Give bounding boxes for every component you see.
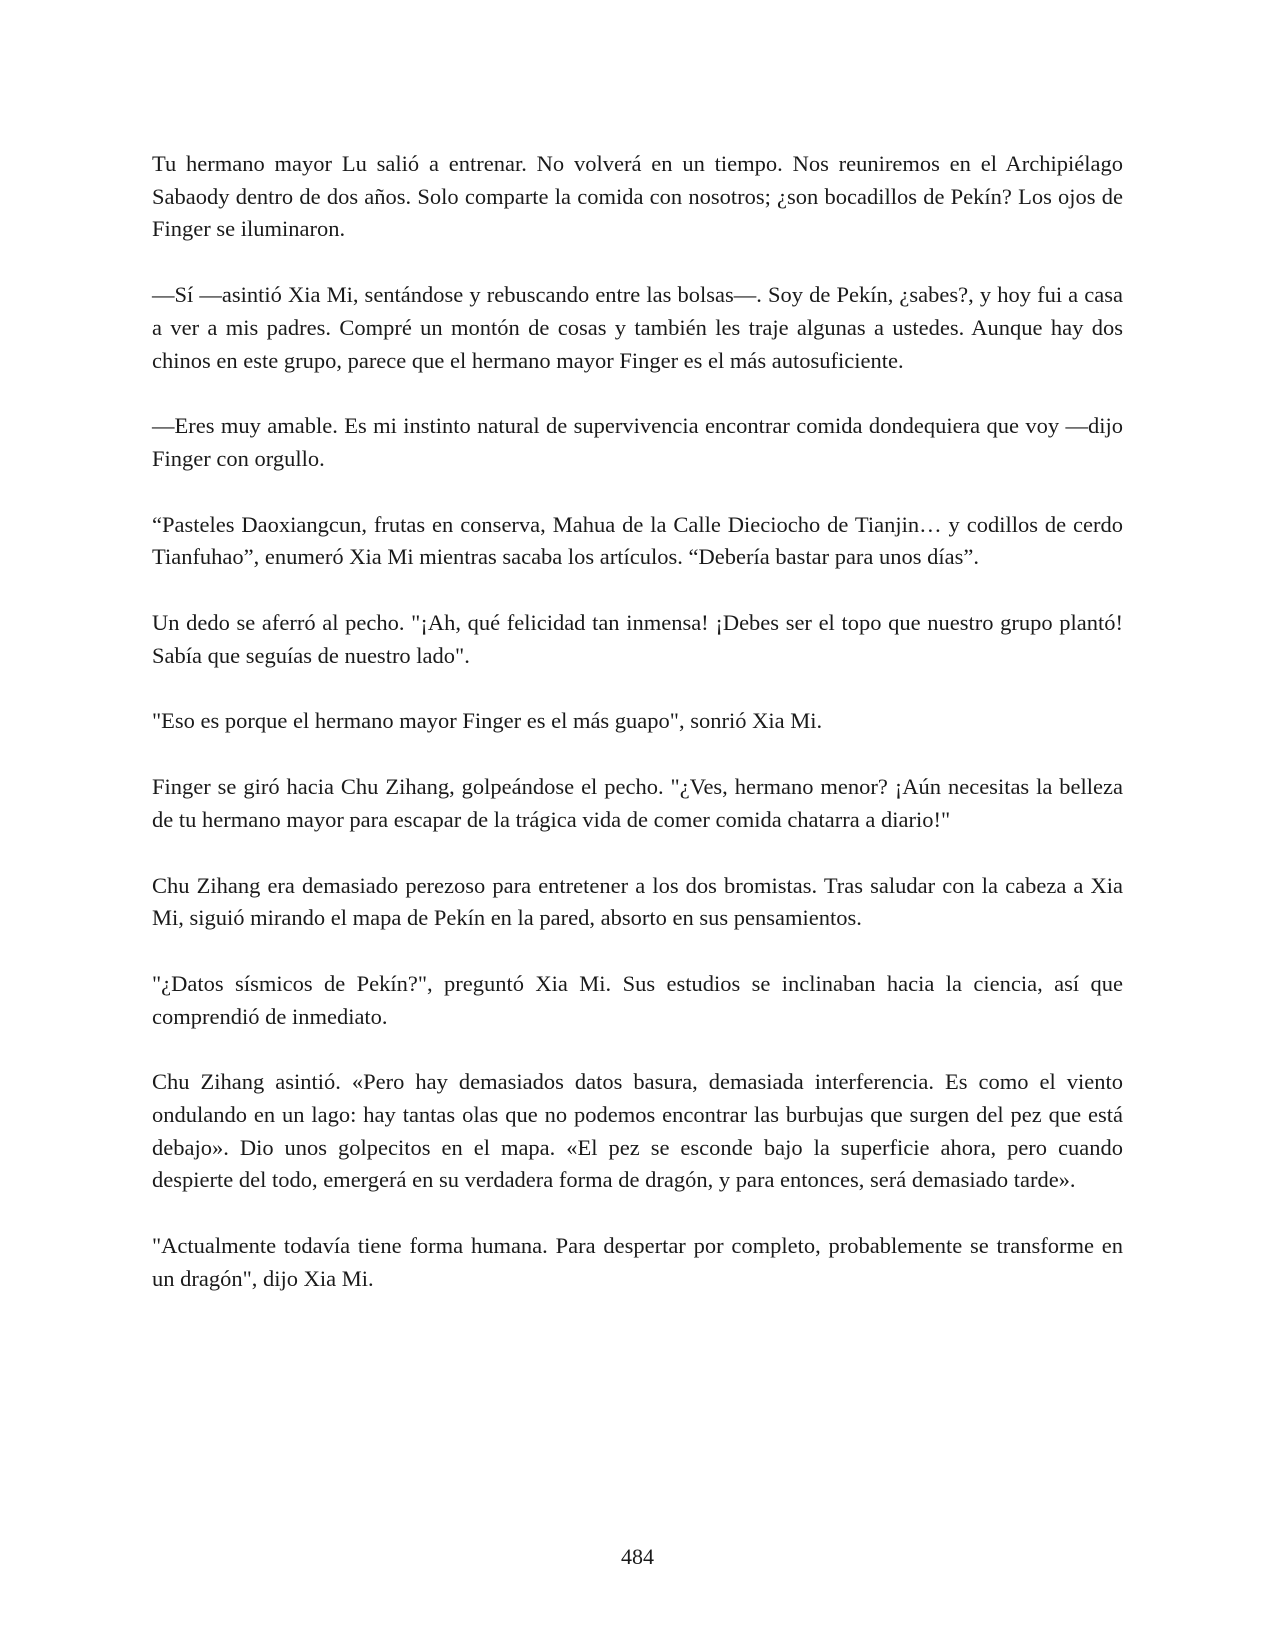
paragraph: Chu Zihang era demasiado perezoso para entretener a los dos bromistas. Tras saludar con la cabeza a Xia Mi, siguió mirando el mapa de Pekín en la pared, absorto en sus pensamientos.: [152, 872, 1123, 931]
paragraph: “Pasteles Daoxiangcun, frutas en conserva, Mahua de la Calle Dieciocho de Tianjin… y codillos de cerdo Tianfuhao”, enumeró Xia Mi mientras sacaba los artículos. “Debería bastar para unos días”.: [152, 511, 1123, 570]
paragraph: —Eres muy amable. Es mi instinto natural de supervivencia encontrar comida dondequiera que voy —dijo Finger con orgullo.: [152, 413, 1123, 471]
paragraph: Chu Zihang asintió. «Pero hay demasiados datos basura, demasiada interferencia. Es como el viento ondulando en un lago: hay tantas olas que no podemos encontrar las burbujas que surgen del pez que está debajo». Dio unos golpecitos en el mapa. «El pez se esconde bajo la superficie ahora, pero cuando despierte del todo, emergerá en su verdadera forma de dragón, y para entonces, será demasiado tarde».: [152, 1069, 1123, 1193]
paragraph: "¿Datos sísmicos de Pekín?", preguntó Xia Mi. Sus estudios se inclinaban hacia la ciencia, así que comprendió de inmediato.: [152, 970, 1123, 1029]
paragraph: Tu hermano mayor Lu salió a entrenar. No volverá en un tiempo. Nos reuniremos en el Archipiélago Sabaody dentro de dos años. Solo comparte la comida con nosotros; ¿son bocadillos de Pekín? Los ojos de Finger se iluminaron.: [152, 151, 1123, 242]
paragraph: —Sí —asintió Xia Mi, sentándose y rebuscando entre las bolsas—. Soy de Pekín, ¿sabes?, y hoy fui a casa a ver a mis padres. Compré un montón de cosas y también les traje algunas a ustedes. Aunque hay dos chinos en este grupo, parece que el hermano mayor Finger es el más autosuficiente.: [152, 282, 1123, 373]
page-body: [152, 148, 1123, 1329]
page-number: 484: [621, 1544, 654, 1569]
paragraph: Finger se giró hacia Chu Zihang, golpeándose el pecho. "¿Ves, hermano menor? ¡Aún necesitas la belleza de tu hermano mayor para escapar de la trágica vida de comer comida chatarra a diario!": [152, 774, 1123, 832]
paragraph: Un dedo se aferró al pecho. "¡Ah, qué felicidad tan inmensa! ¡Debes ser el topo que nuestro grupo plantó! Sabía que seguías de nuestro lado".: [152, 610, 1123, 668]
paragraph: "Eso es porque el hermano mayor Finger es el más guapo", sonrió Xia Mi.: [152, 708, 823, 734]
paragraph: "Actualmente todavía tiene forma humana. Para despertar por completo, probablemente se transforme en un dragón", dijo Xia Mi.: [152, 1233, 1123, 1291]
